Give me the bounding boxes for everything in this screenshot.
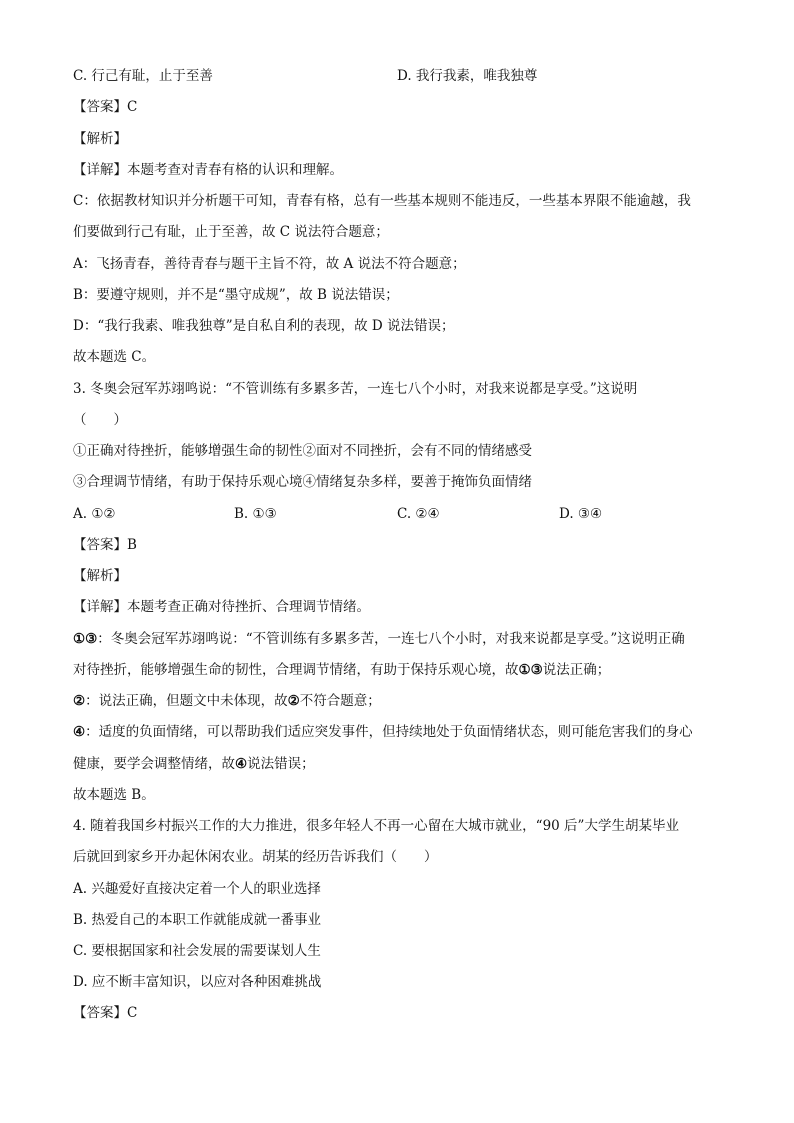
statement-marker: ② <box>73 693 86 709</box>
option-d: D. 应不断丰富知识，以应对各种困难挑战 <box>73 974 322 990</box>
detail-line: ①③：冬奥会冠军苏翊鸣说：“不管训练有多累多苦，一连七八个小时，对我来说都是享受。”这说明正确 <box>73 631 685 647</box>
analysis-label: 【解析】 <box>73 568 127 584</box>
statement-marker: ④ <box>73 724 86 740</box>
detail-line: 健康，要学会调整情绪，故④说法错误； <box>73 756 315 772</box>
statement-marker: ①③ <box>518 662 543 678</box>
detail-line: ④：适度的负面情绪，可以帮助我们适应突发事件，但持续地处于负面情绪状态，则可能危害我们的身心 <box>73 724 693 740</box>
answer-label: 【答案】C <box>73 99 138 115</box>
detail-line: B：要遵守规则，并不是“墨守成规”，故 B 说法错误； <box>73 287 399 303</box>
conclusion: 故本题选 C。 <box>73 349 156 365</box>
option-a: A. 兴趣爱好直接决定着一个人的职业选择 <box>73 881 321 897</box>
answer-label: 【答案】B <box>73 537 137 553</box>
analysis-label: 【解析】 <box>73 131 127 147</box>
statement-marker: ①③ <box>73 631 98 647</box>
option-c: C. ②④ <box>397 506 440 522</box>
detail-line: 们要做到行己有耻，止于至善，故 C 说法符合题意； <box>73 224 389 240</box>
option-d: D. 我行我素，唯我独尊 <box>397 68 538 84</box>
option-d: D. ③④ <box>559 506 603 522</box>
question-3: 3. 冬奥会冠军苏翊鸣说：“不管训练有多累多苦，一连七八个小时，对我来说都是享受。”这说明 <box>73 381 638 397</box>
statement-line: ③合理调节情绪，有助于保持乐观心境④情绪复杂多样，要善于掩饰负面情绪 <box>73 474 532 490</box>
question-4: 4. 随着我国乡村振兴工作的大力推进，很多年轻人不再一心留在大城市就业，“90 后”大学生胡某毕业 <box>73 818 679 834</box>
detail-intro: 【详解】本题考查正确对待挫折、合理调节情绪。 <box>73 599 370 615</box>
conclusion: 故本题选 B。 <box>73 787 155 803</box>
answer-label: 【答案】C <box>73 1005 138 1021</box>
detail-line: A：飞扬青春，善待青春与题干主旨不符，故 A 说法不符合题意； <box>73 256 466 272</box>
statement-line: ①正确对待挫折，能够增强生命的韧性②面对不同挫折，会有不同的情绪感受 <box>73 443 532 459</box>
option-c: C. 要根据国家和社会发展的需要谋划人生 <box>73 943 321 959</box>
detail-intro: 【详解】本题考查对青春有格的认识和理解。 <box>73 162 343 178</box>
detail-line: C：依据教材知识并分析题干可知，青春有格，总有一些基本规则不能违反，一些基本界限不能逾越，我 <box>73 193 691 209</box>
answer-blank: （ ） <box>73 412 127 428</box>
detail-line: D：“我行我素、唯我独尊”是自私自利的表现，故 D 说法错误； <box>73 318 455 334</box>
option-a: A. ①② <box>73 506 116 522</box>
option-b: B. ①③ <box>234 506 277 522</box>
detail-line: 对待挫折，能够增强生命的韧性，合理调节情绪，有助于保持乐观心境，故①③说法正确； <box>73 662 611 678</box>
option-b: B. 热爱自己的本职工作就能成就一番事业 <box>73 912 322 928</box>
question-4-cont: 后就回到家乡开办起休闲农业。胡某的经历告诉我们（ ） <box>73 849 438 865</box>
statement-marker: ④ <box>235 756 248 772</box>
option-c: C. 行己有耻，止于至善 <box>73 68 213 84</box>
statement-marker: ② <box>287 693 300 709</box>
detail-line: ②：说法正确，但题文中未体现，故②不符合题意； <box>73 693 381 709</box>
